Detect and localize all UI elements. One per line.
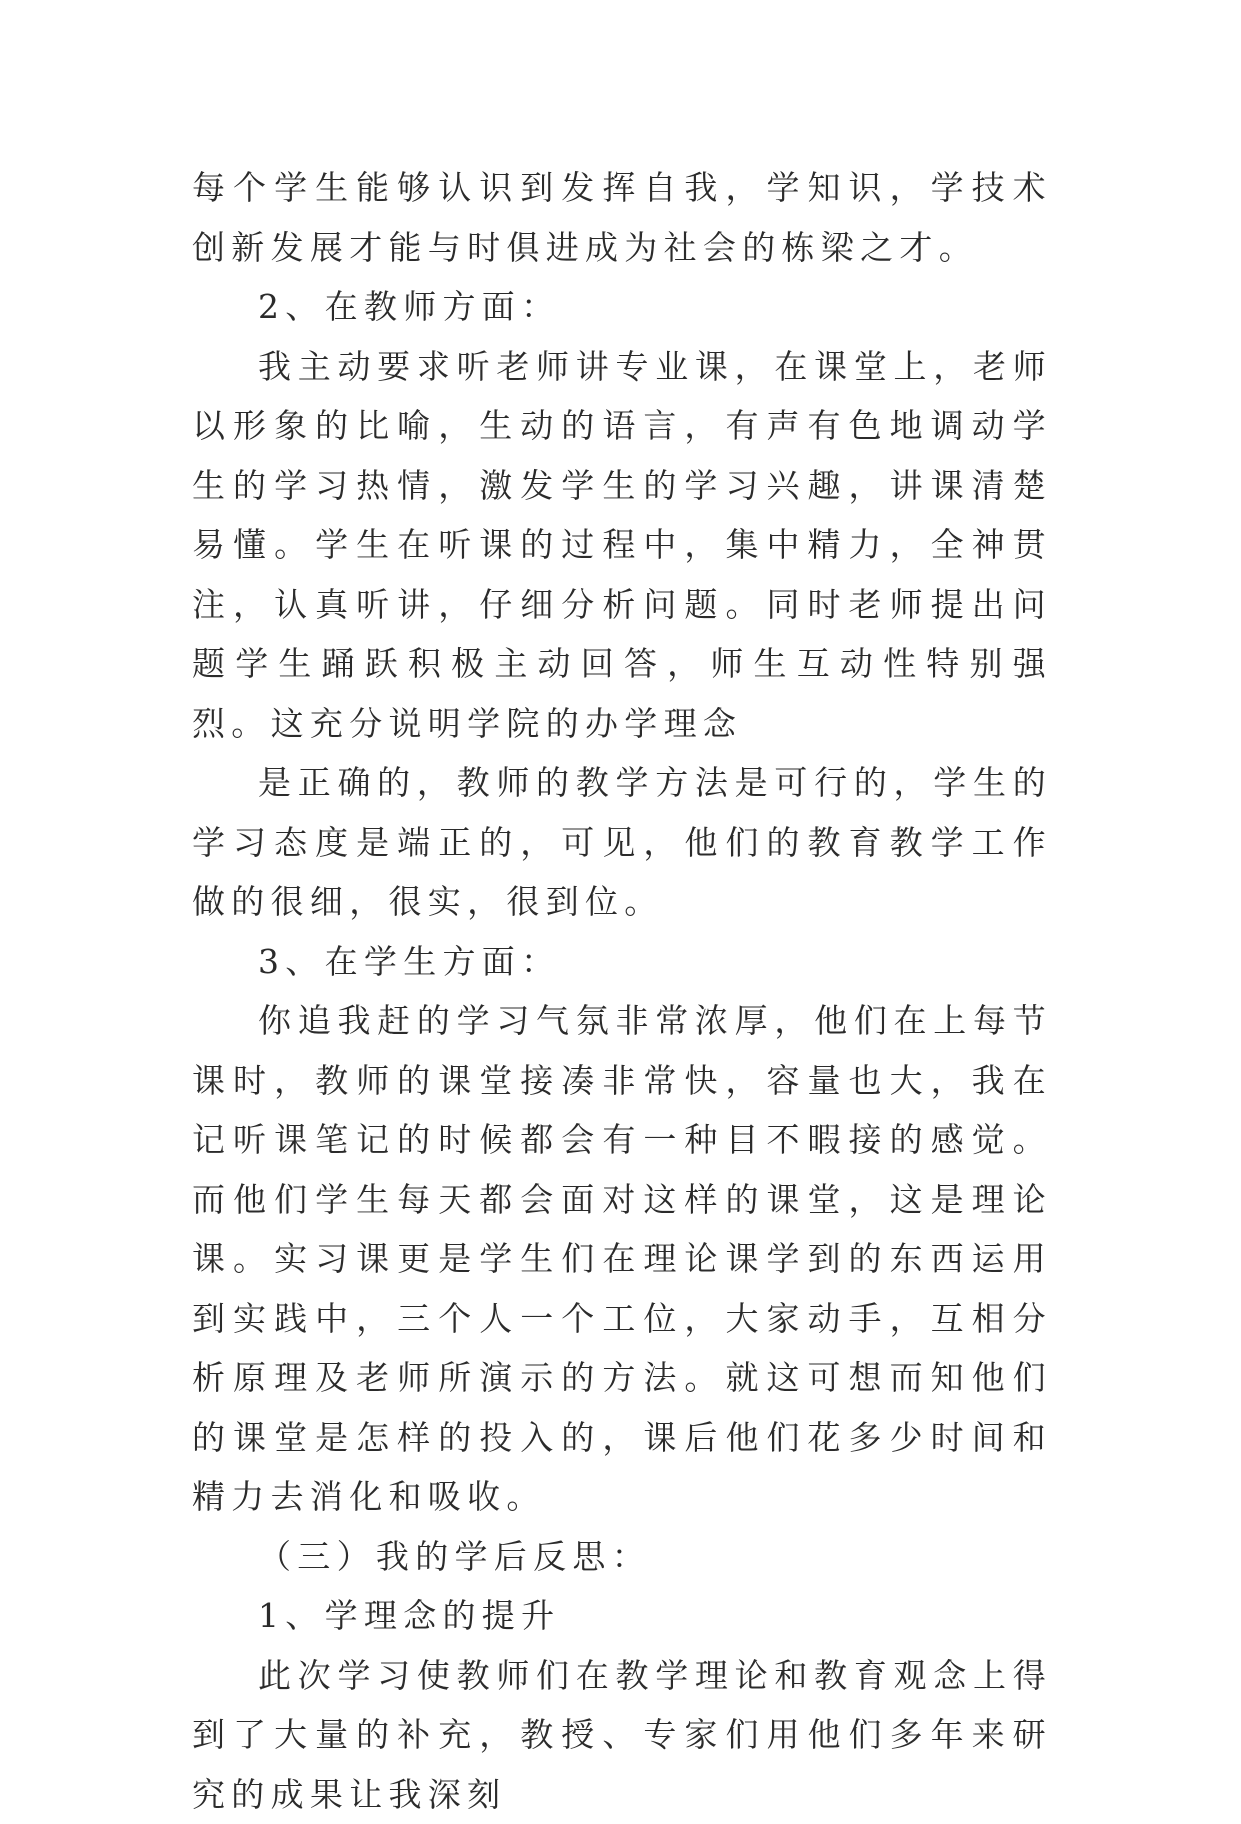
heading-reflection: （三）我的学后反思：: [192, 1527, 1052, 1587]
paragraph-continuation: 每个学生能够认识到发挥自我，学知识，学技术创新发展才能与时俱进成为社会的栋梁之才。: [192, 158, 1052, 277]
heading-student-aspect: 3、在学生方面：: [192, 932, 1052, 992]
paragraph-teaching-method: 是正确的，教师的教学方法是可行的，学生的学习态度是端正的，可见，他们的教育教学工作做的很细，很实，很到位。: [192, 753, 1052, 932]
paragraph-teacher-lecture: 我主动要求听老师讲专业课，在课堂上，老师以形象的比喻，生动的语言，有声有色地调动学生的学习热情，激发学生的学习兴趣，讲课清楚易懂。学生在听课的过程中，集中精力，全神贯注，认真听讲，仔细分析问题。同时老师提出问题学生踊跃积极主动回答，师生互动性特别强烈。这充分说明学院的办学理念: [192, 337, 1052, 754]
heading-teacher-aspect: 2、在教师方面：: [192, 277, 1052, 337]
paragraph-concept-improvement: 此次学习使教师们在教学理论和教育观念上得到了大量的补充，教授、专家们用他们多年来研究的成果让我深刻: [192, 1646, 1052, 1824]
paragraph-student-atmosphere: 你追我赶的学习气氛非常浓厚，他们在上每节课时，教师的课堂接凑非常快，容量也大，我在记听课笔记的时候都会有一种目不暇接的感觉。而他们学生每天都会面对这样的课堂，这是理论课。实习课更是学生们在理论课学到的东西运用到实践中，三个人一个工位，大家动手，互相分析原理及老师所演示的方法。就这可想而知他们的课堂是怎样的投入的，课后他们花多少时间和精力去消化和吸收。: [192, 991, 1052, 1527]
document-body: [192, 158, 1052, 1824]
heading-concept-improvement: 1、学理念的提升: [192, 1586, 1052, 1646]
